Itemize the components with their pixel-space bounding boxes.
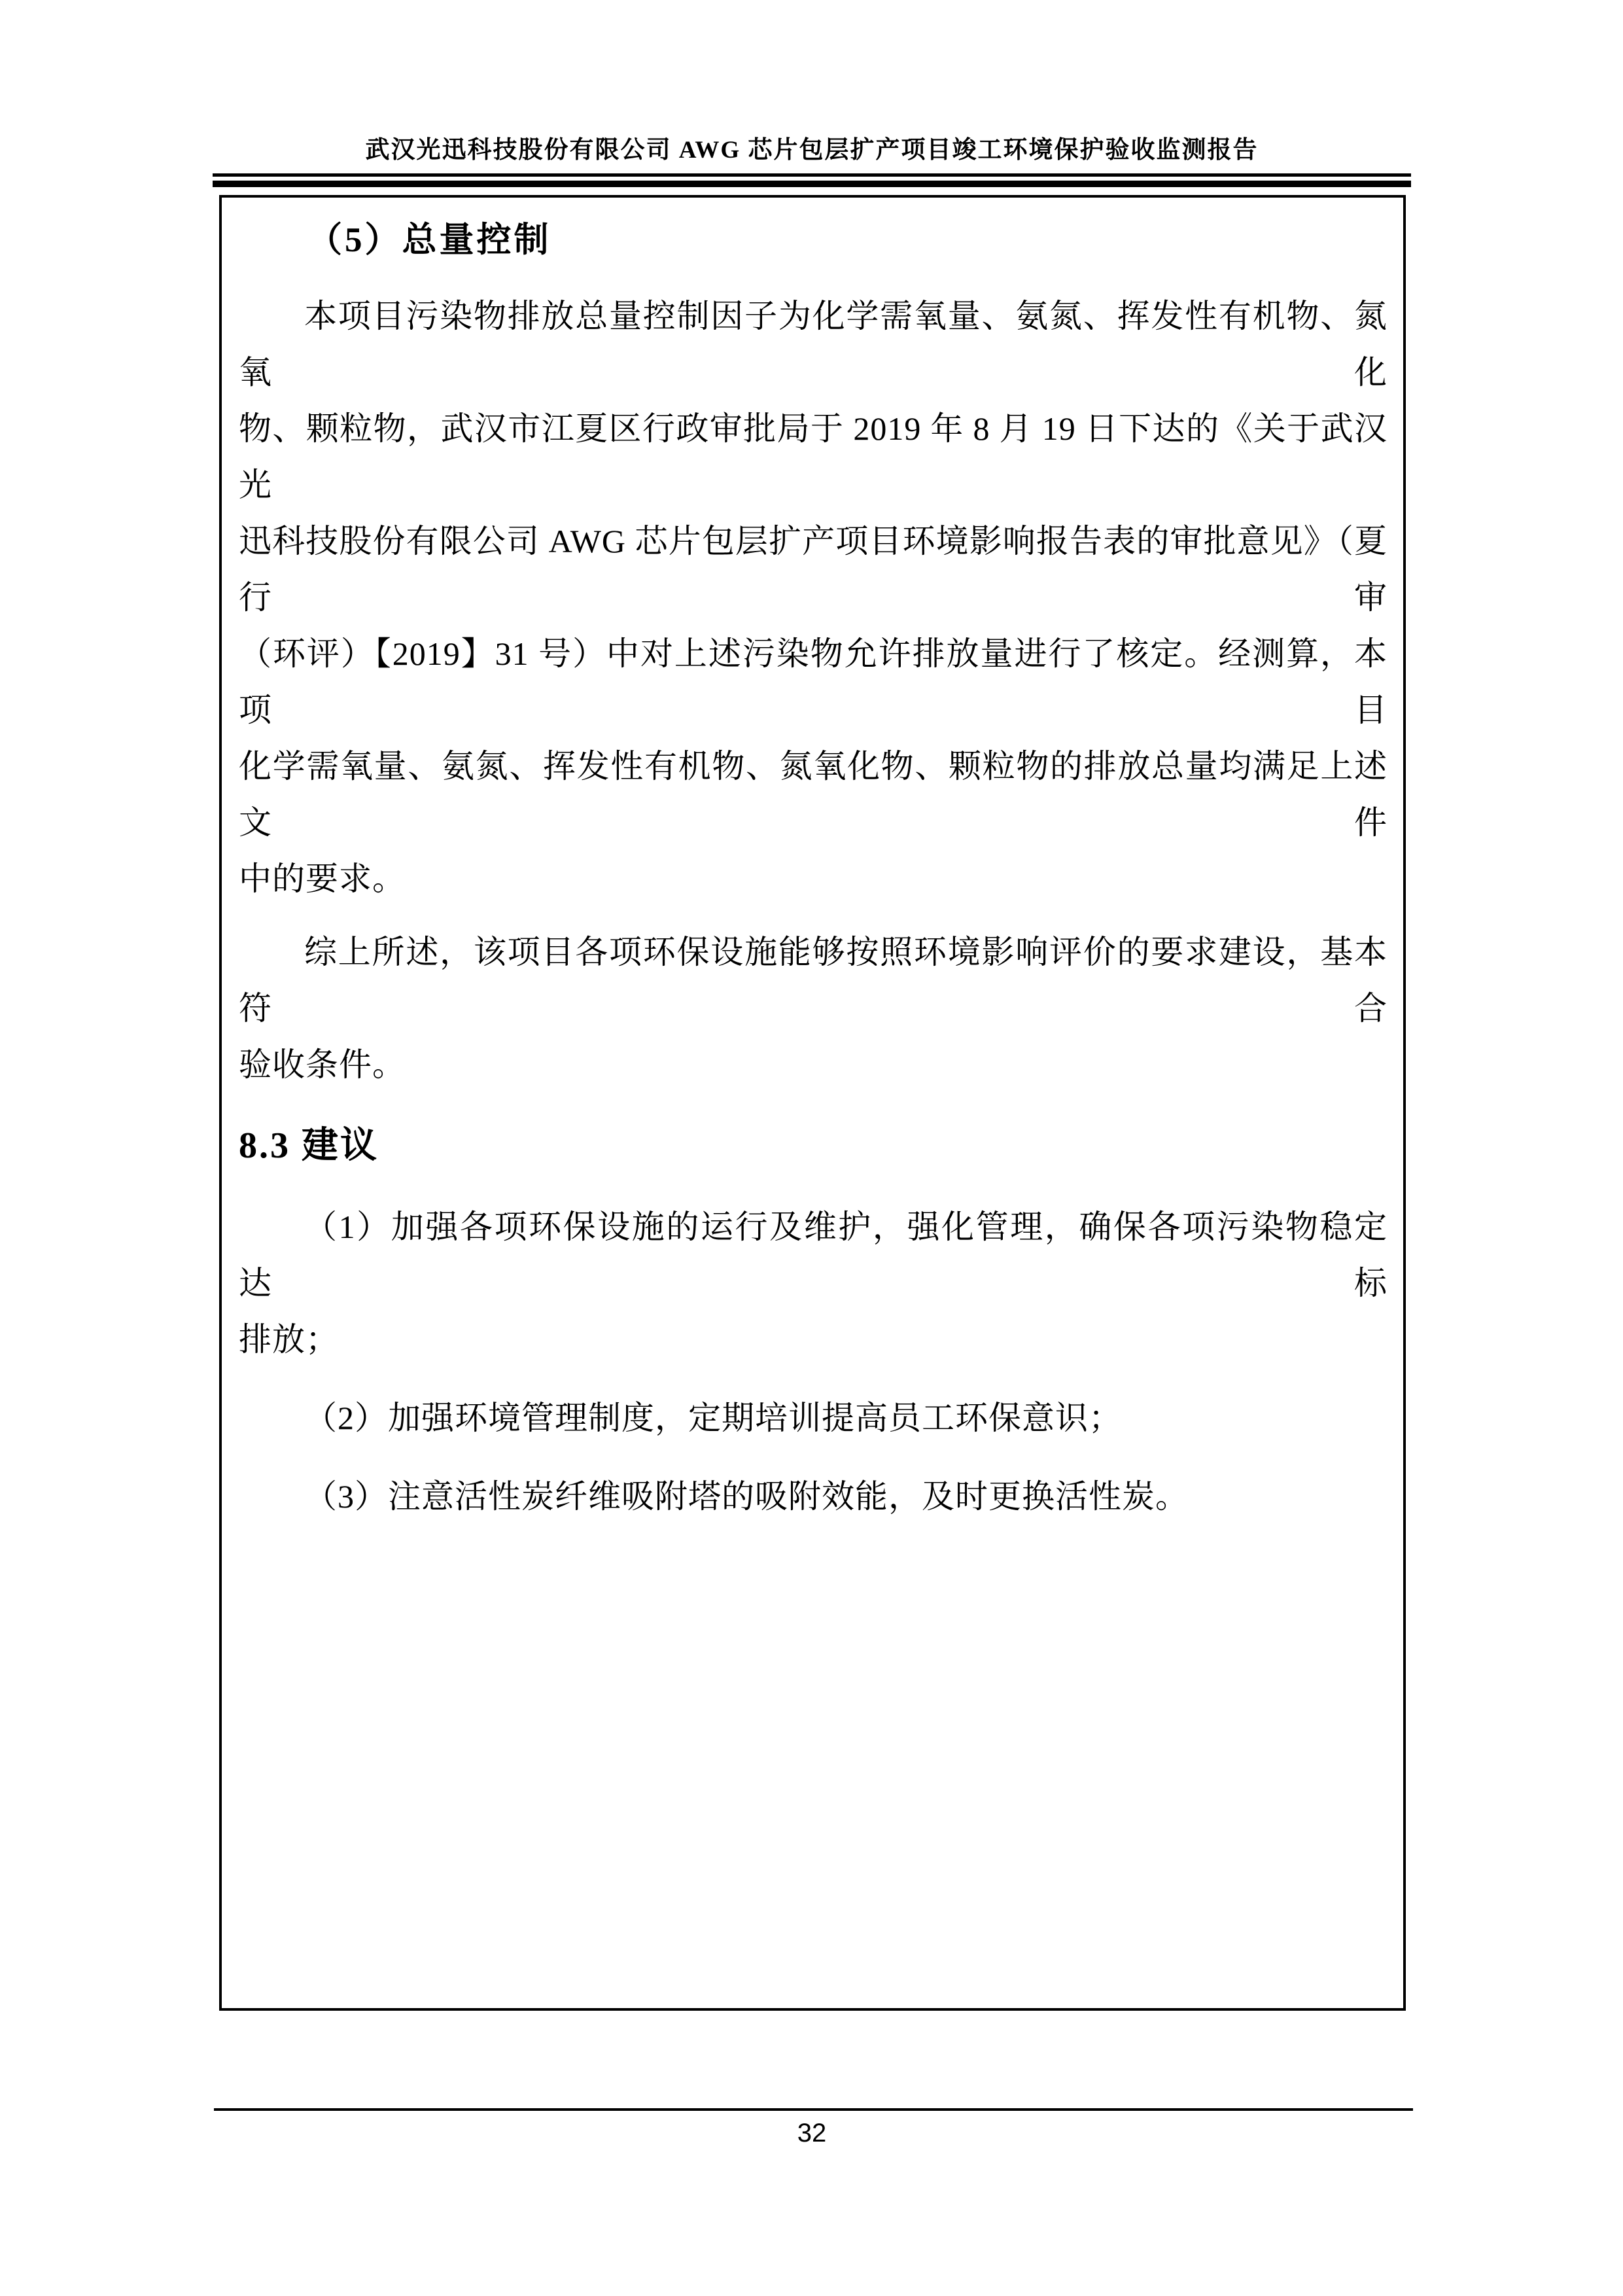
suggestion-item-1 — [239, 1199, 1387, 1368]
text-line: 迅科技股份有限公司 AWG 芯片包层扩产项目环境影响报告表的审批意见》（夏行审 — [239, 523, 1387, 616]
text-line: （环评）【2019】31 号）中对上述污染物允许排放量进行了核定。经测算，本项目 — [239, 635, 1387, 728]
section-heading-suggestions: 8.3 建议 — [239, 1125, 379, 1166]
text-line: 中的要求。 — [239, 860, 406, 897]
suggestion-item-3 — [239, 1468, 1387, 1525]
content-box — [219, 195, 1406, 2011]
footer-rule — [214, 2108, 1413, 2111]
text-line: 验收条件。 — [239, 1046, 406, 1083]
paragraph-total-control — [239, 288, 1387, 907]
section-heading-total-control: （5）总量控制 — [307, 221, 551, 259]
suggestion-item-2 — [239, 1390, 1387, 1446]
text-line: 化学需氧量、氨氮、挥发性有机物、氮氧化物、颗粒物的排放总量均满足上述文件 — [239, 748, 1387, 841]
text-line: （1）加强各项环保设施的运行及维护，强化管理，确保各项污染物稳定达标 — [239, 1209, 1387, 1301]
text-line: 综上所述，该项目各项环保设施能够按照环境影响评价的要求建设，基本符合 — [239, 934, 1387, 1027]
text-line: （2）加强环境管理制度，定期培训提高员工环保意识； — [304, 1400, 1122, 1436]
text-line: 排放； — [239, 1321, 339, 1358]
paragraph-conclusion — [239, 924, 1387, 1093]
header-rule-thick — [213, 181, 1411, 187]
header-title: 武汉光迅科技股份有限公司 AWG 芯片包层扩产项目竣工环境保护验收监测报告 — [365, 137, 1259, 164]
header-rule-thin — [213, 173, 1411, 177]
page-number: 32 — [797, 2119, 827, 2147]
text-line: （3）注意活性炭纤维吸附塔的吸附效能，及时更换活性炭。 — [304, 1478, 1189, 1515]
text-line: 物、颗粒物，武汉市江夏区行政审批局于 2019 年 8 月 19 日下达的《关于武汉光 — [239, 410, 1387, 503]
text-line: 本项目污染物排放总量控制因子为化学需氧量、氨氮、挥发性有机物、氮氧化 — [239, 298, 1387, 391]
